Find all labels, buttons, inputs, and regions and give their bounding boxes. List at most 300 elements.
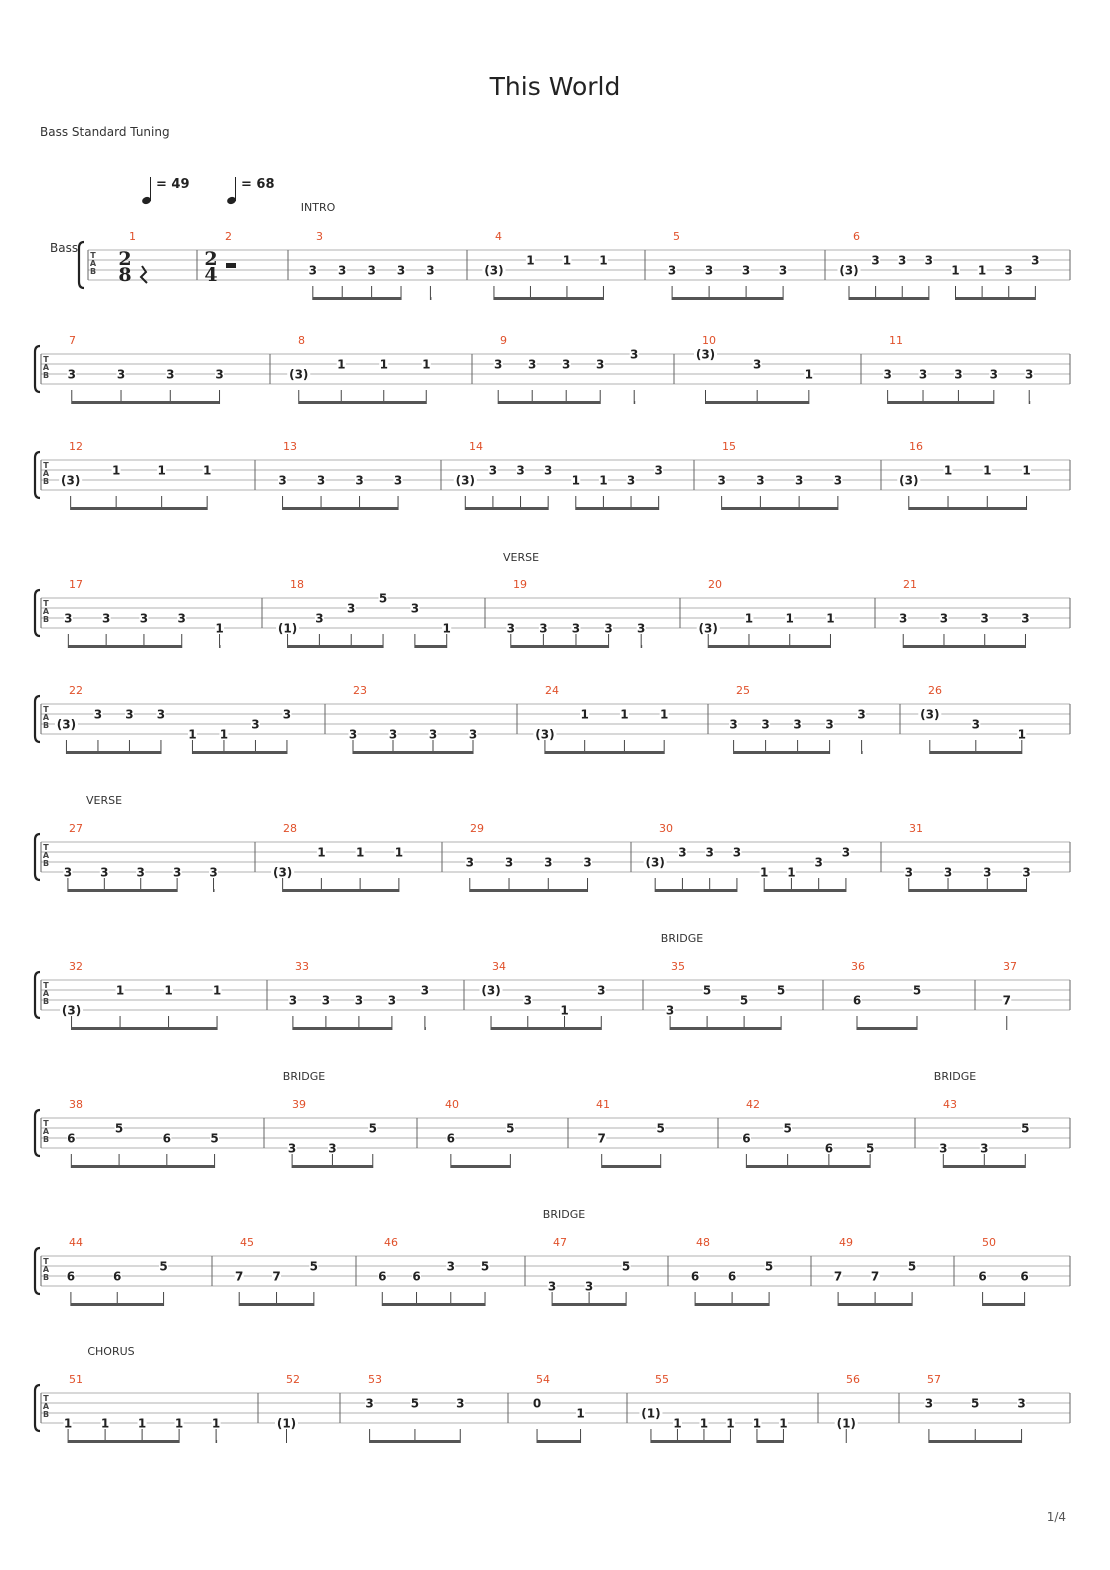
fret-number: 3 bbox=[287, 1141, 297, 1156]
measure-number: 55 bbox=[655, 1373, 669, 1386]
measure-number: 7 bbox=[69, 334, 76, 347]
fret-number: 3 bbox=[504, 855, 514, 870]
note-beam bbox=[66, 751, 161, 754]
tab-clef-letter: A bbox=[89, 259, 97, 268]
measure-number: 28 bbox=[283, 822, 297, 835]
system-bracket bbox=[35, 590, 40, 636]
fret-number: 3 bbox=[918, 367, 928, 382]
fret-number: 5 bbox=[739, 993, 749, 1008]
fret-number: 3 bbox=[980, 1141, 989, 1156]
note-beam bbox=[651, 1440, 731, 1443]
fret-number: 3 bbox=[989, 367, 998, 382]
fret-number: 5 bbox=[865, 1141, 875, 1156]
fret-number: 1 bbox=[673, 1416, 682, 1431]
note-beam bbox=[239, 1303, 314, 1306]
note-beam bbox=[498, 401, 600, 404]
system-bracket bbox=[35, 346, 40, 392]
measure-number: 13 bbox=[283, 440, 297, 453]
measure-number: 30 bbox=[659, 822, 673, 835]
fret-number: 3 bbox=[63, 865, 73, 880]
tab-clef-letter: T bbox=[43, 981, 49, 990]
measure-number: 10 bbox=[702, 334, 716, 347]
fret-number: 3 bbox=[794, 473, 804, 488]
fret-number: 3 bbox=[308, 263, 317, 278]
measure-number: 43 bbox=[943, 1098, 957, 1111]
fret-number: 1 bbox=[157, 463, 166, 478]
half-rest-icon bbox=[226, 263, 236, 268]
fret-number: 6 bbox=[113, 1269, 122, 1284]
fret-number: 1 bbox=[164, 983, 173, 998]
note-beam bbox=[983, 1303, 1025, 1306]
note-beam bbox=[634, 401, 635, 404]
measure-number: 22 bbox=[69, 684, 83, 697]
measure-number: 54 bbox=[536, 1373, 550, 1386]
fret-number: 3 bbox=[1031, 253, 1040, 268]
fret-number: 5 bbox=[378, 591, 388, 606]
tab-clef-letter: B bbox=[42, 1410, 50, 1419]
tab-clef-letter: T bbox=[43, 1394, 49, 1403]
fret-number: 1 bbox=[571, 473, 580, 488]
tab-clef-letter: A bbox=[42, 469, 50, 478]
note-beam bbox=[857, 1027, 917, 1030]
fret-number: 3 bbox=[139, 611, 149, 626]
measure-number: 23 bbox=[353, 684, 367, 697]
fret-number: 1 bbox=[977, 263, 987, 278]
fret-number: 3 bbox=[841, 845, 851, 860]
fret-number: 3 bbox=[100, 865, 109, 880]
note-beam bbox=[1029, 401, 1030, 404]
note-beam bbox=[465, 507, 548, 510]
system-bracket bbox=[35, 972, 40, 1018]
fret-number: 6 bbox=[690, 1269, 700, 1284]
fret-number: (3) bbox=[839, 263, 859, 278]
fret-number: 3 bbox=[64, 611, 73, 626]
fret-number: 1 bbox=[212, 983, 222, 998]
fret-number: 1 bbox=[826, 611, 835, 626]
measure-number: 12 bbox=[69, 440, 83, 453]
note-beam bbox=[72, 1027, 218, 1030]
fret-number: 3 bbox=[328, 1141, 337, 1156]
note-beam bbox=[757, 1440, 784, 1443]
fret-number: 3 bbox=[365, 1396, 374, 1411]
note-beam bbox=[708, 645, 830, 648]
fret-number: 3 bbox=[583, 855, 592, 870]
note-beam bbox=[706, 401, 809, 404]
fret-number: 3 bbox=[654, 463, 663, 478]
fret-number: 3 bbox=[971, 717, 980, 732]
note-beam bbox=[71, 1303, 164, 1306]
fret-number: 6 bbox=[378, 1269, 387, 1284]
fret-number: 1 bbox=[744, 611, 754, 626]
section-label: BRIDGE bbox=[933, 1070, 977, 1083]
fret-number: 3 bbox=[924, 253, 934, 268]
fret-number: 6 bbox=[978, 1269, 987, 1284]
measure-number: 57 bbox=[927, 1373, 941, 1386]
note-beam bbox=[838, 1303, 912, 1306]
note-beam bbox=[903, 645, 1025, 648]
fret-number: 3 bbox=[410, 601, 420, 616]
measure-number: 3 bbox=[316, 230, 323, 243]
measure-number: 50 bbox=[982, 1236, 996, 1249]
fret-number: 6 bbox=[824, 1141, 834, 1156]
measure-number: 9 bbox=[500, 334, 507, 347]
measure-number: 36 bbox=[851, 960, 865, 973]
tab-clef-letter: B bbox=[42, 1135, 50, 1144]
fret-number: 7 bbox=[235, 1269, 244, 1284]
note-beam bbox=[68, 1440, 179, 1443]
note-beam bbox=[293, 1027, 392, 1030]
note-beam bbox=[71, 1165, 214, 1168]
measure-number: 46 bbox=[384, 1236, 398, 1249]
fret-number: 3 bbox=[420, 983, 430, 998]
measure-number: 53 bbox=[368, 1373, 382, 1386]
fret-number: 3 bbox=[393, 473, 403, 488]
note-beam bbox=[722, 507, 838, 510]
fret-number: 3 bbox=[626, 473, 636, 488]
fret-number: 3 bbox=[732, 845, 742, 860]
tab-clef-letter: T bbox=[43, 355, 49, 364]
note-beam bbox=[68, 889, 177, 892]
fret-number: (1) bbox=[836, 1416, 856, 1431]
fret-number: 3 bbox=[833, 473, 843, 488]
measure-number: 31 bbox=[909, 822, 923, 835]
note-beam bbox=[451, 1165, 511, 1168]
note-beam bbox=[909, 507, 1027, 510]
fret-number: 1 bbox=[337, 357, 346, 372]
fret-number: 3 bbox=[571, 621, 581, 636]
fret-number: 3 bbox=[543, 463, 553, 478]
fret-number: 1 bbox=[576, 1406, 585, 1421]
measure-number: 51 bbox=[69, 1373, 83, 1386]
tab-clef-letter: T bbox=[43, 843, 49, 852]
fret-number: 1 bbox=[1022, 463, 1031, 478]
tab-clef-letter: B bbox=[42, 477, 50, 486]
note-beam bbox=[288, 645, 384, 648]
system-bracket bbox=[35, 1248, 40, 1294]
measure-number: 47 bbox=[553, 1236, 567, 1249]
fret-number: 3 bbox=[547, 1279, 557, 1294]
fret-number: 5 bbox=[776, 983, 786, 998]
fret-number: 1 bbox=[100, 1416, 110, 1431]
note-beam bbox=[672, 297, 783, 300]
song-title: This World bbox=[489, 72, 621, 101]
section-label: BRIDGE bbox=[282, 1070, 326, 1083]
fret-number: 5 bbox=[159, 1259, 168, 1274]
fret-number: 1 bbox=[174, 1416, 184, 1431]
fret-number: 1 bbox=[526, 253, 535, 268]
fret-number: 3 bbox=[717, 473, 726, 488]
fret-number: 3 bbox=[426, 263, 435, 278]
fret-number: 5 bbox=[764, 1259, 774, 1274]
measure-number: 17 bbox=[69, 578, 83, 591]
fret-number: 1 bbox=[115, 983, 125, 998]
fret-number: 3 bbox=[516, 463, 525, 478]
fret-number: 3 bbox=[871, 253, 880, 268]
measure-number: 27 bbox=[69, 822, 83, 835]
fret-number: 1 bbox=[211, 1416, 221, 1431]
measure-number: 29 bbox=[470, 822, 484, 835]
measure-number: 16 bbox=[909, 440, 923, 453]
note-beam bbox=[283, 507, 399, 510]
fret-number: 3 bbox=[904, 865, 913, 880]
fret-number: 3 bbox=[209, 865, 218, 880]
fret-number: 1 bbox=[394, 845, 404, 860]
note-beam bbox=[695, 1303, 769, 1306]
note-beam bbox=[888, 401, 994, 404]
fret-number: 1 bbox=[804, 367, 814, 382]
fret-number: 6 bbox=[412, 1269, 421, 1284]
note-beam bbox=[214, 889, 215, 892]
fret-number: 1 bbox=[943, 463, 953, 478]
fret-number: (3) bbox=[899, 473, 919, 488]
measure-number: 19 bbox=[513, 578, 527, 591]
note-beam bbox=[382, 1303, 485, 1306]
note-beam bbox=[425, 1027, 426, 1030]
fret-number: 1 bbox=[1017, 727, 1026, 742]
fret-number: 1 bbox=[951, 263, 960, 278]
fret-number: 5 bbox=[480, 1259, 490, 1274]
fret-number: 1 bbox=[355, 845, 365, 860]
tab-clef-letter: B bbox=[42, 371, 50, 380]
fret-number: 1 bbox=[188, 727, 197, 742]
fret-number: 3 bbox=[396, 263, 406, 278]
fret-number: 1 bbox=[379, 357, 388, 372]
note-beam bbox=[216, 1440, 217, 1443]
fret-number: 3 bbox=[539, 621, 548, 636]
measure-number: 35 bbox=[671, 960, 685, 973]
fret-number: 3 bbox=[456, 1396, 465, 1411]
fret-number: 5 bbox=[783, 1121, 792, 1136]
fret-number: 3 bbox=[468, 727, 478, 742]
tab-clef-letter: B bbox=[89, 267, 97, 276]
note-beam bbox=[930, 751, 1022, 754]
fret-number: 3 bbox=[793, 717, 802, 732]
fret-number: (3) bbox=[535, 727, 555, 742]
fret-number: 3 bbox=[665, 1003, 675, 1018]
fret-number: 1 bbox=[137, 1416, 147, 1431]
measure-number: 56 bbox=[846, 1373, 860, 1386]
fret-number: 3 bbox=[523, 993, 532, 1008]
fret-number: 3 bbox=[705, 845, 714, 860]
fret-number: 3 bbox=[597, 983, 606, 998]
note-beam bbox=[641, 645, 642, 648]
fret-number: 3 bbox=[943, 865, 953, 880]
time-signature-top: 2 bbox=[118, 248, 132, 270]
measure-number: 38 bbox=[69, 1098, 83, 1111]
measure-number: 48 bbox=[696, 1236, 710, 1249]
measure-number: 24 bbox=[545, 684, 559, 697]
measure-number: 42 bbox=[746, 1098, 760, 1111]
measure-number: 4 bbox=[495, 230, 502, 243]
fret-number: 3 bbox=[1004, 263, 1013, 278]
tab-clef-letter: T bbox=[43, 1257, 49, 1266]
time-signature-top: 2 bbox=[204, 248, 218, 270]
fret-number: (3) bbox=[481, 983, 501, 998]
fret-number: 3 bbox=[347, 601, 356, 616]
measure-number: 20 bbox=[708, 578, 722, 591]
note-beam bbox=[313, 297, 401, 300]
note-beam bbox=[370, 1440, 461, 1443]
measure-number: 45 bbox=[240, 1236, 254, 1249]
measure-number: 52 bbox=[286, 1373, 300, 1386]
note-beam bbox=[862, 751, 863, 754]
fret-number: 3 bbox=[898, 253, 907, 268]
fret-number: 3 bbox=[428, 727, 438, 742]
note-beam bbox=[72, 401, 220, 404]
measure-number: 37 bbox=[1003, 960, 1017, 973]
system-bracket bbox=[35, 452, 40, 498]
fret-number: 3 bbox=[1025, 367, 1034, 382]
measure-number: 5 bbox=[673, 230, 680, 243]
fret-number: 3 bbox=[494, 357, 503, 372]
fret-number: 3 bbox=[667, 263, 677, 278]
note-beam bbox=[764, 889, 846, 892]
fret-number: 1 bbox=[659, 707, 669, 722]
time-signature-bottom: 4 bbox=[204, 264, 218, 286]
fret-number: 3 bbox=[348, 727, 358, 742]
fret-number: 1 bbox=[759, 865, 769, 880]
fret-number: 3 bbox=[528, 357, 537, 372]
instrument-label: Bass bbox=[50, 241, 79, 255]
time-signature-bottom: 8 bbox=[118, 264, 132, 286]
note-beam bbox=[470, 889, 588, 892]
measure-number: 8 bbox=[298, 334, 305, 347]
fret-number: 3 bbox=[1022, 865, 1031, 880]
fret-number: 3 bbox=[544, 855, 553, 870]
fret-number: 1 bbox=[215, 621, 224, 636]
fret-number: (3) bbox=[56, 717, 77, 732]
fret-number: 1 bbox=[726, 1416, 735, 1431]
fret-number: 3 bbox=[825, 717, 834, 732]
measure-number: 49 bbox=[839, 1236, 853, 1249]
fret-number: 1 bbox=[785, 611, 794, 626]
fret-number: 7 bbox=[870, 1269, 880, 1284]
fret-number: 3 bbox=[584, 1279, 594, 1294]
fret-number: 3 bbox=[446, 1259, 455, 1274]
fret-number: 5 bbox=[912, 983, 922, 998]
fret-number: 1 bbox=[111, 463, 121, 478]
fret-number: 3 bbox=[136, 865, 145, 880]
fret-number: 3 bbox=[741, 263, 751, 278]
section-label: BRIDGE bbox=[542, 1208, 586, 1221]
measure-number: 26 bbox=[928, 684, 942, 697]
fret-number: 1 bbox=[317, 845, 326, 860]
fret-number: (3) bbox=[698, 621, 718, 636]
fret-number: 1 bbox=[983, 463, 992, 478]
fret-number: 7 bbox=[597, 1131, 606, 1146]
note-beam bbox=[68, 645, 181, 648]
tab-clef-letter: A bbox=[42, 989, 50, 998]
fret-number: 3 bbox=[924, 1396, 934, 1411]
fret-number: 3 bbox=[288, 993, 298, 1008]
note-beam bbox=[552, 1303, 626, 1306]
fret-number: 5 bbox=[702, 983, 712, 998]
note-beam bbox=[955, 297, 1035, 300]
fret-number: 6 bbox=[66, 1269, 76, 1284]
note-beam bbox=[491, 1027, 601, 1030]
fret-number: 3 bbox=[338, 263, 347, 278]
fret-number: (1) bbox=[641, 1406, 661, 1421]
tab-clef-letter: B bbox=[42, 615, 50, 624]
fret-number: 3 bbox=[604, 621, 613, 636]
system-bracket bbox=[35, 1385, 40, 1431]
note-beam bbox=[909, 889, 1027, 892]
section-label: BRIDGE bbox=[660, 932, 704, 945]
fret-number: 3 bbox=[166, 367, 175, 382]
note-beam bbox=[71, 507, 208, 510]
fret-number: 5 bbox=[368, 1121, 377, 1136]
note-beam bbox=[943, 1165, 1025, 1168]
fret-number: (3) bbox=[484, 263, 504, 278]
fret-number: 3 bbox=[983, 865, 992, 880]
fret-number: 3 bbox=[101, 611, 111, 626]
note-beam bbox=[511, 645, 609, 648]
fret-number: 1 bbox=[202, 463, 212, 478]
tab-clef-letter: B bbox=[42, 1273, 50, 1282]
fret-number: 3 bbox=[67, 367, 76, 382]
fret-number: 1 bbox=[562, 253, 572, 268]
fret-number: 6 bbox=[446, 1131, 456, 1146]
fret-number: 5 bbox=[309, 1259, 319, 1274]
fret-number: 6 bbox=[742, 1131, 751, 1146]
system-bracket bbox=[35, 1110, 40, 1156]
system-bracket bbox=[35, 696, 40, 742]
fret-number: (1) bbox=[277, 621, 298, 636]
fret-number: 3 bbox=[355, 473, 364, 488]
fret-number: 3 bbox=[465, 855, 474, 870]
fret-number: 5 bbox=[114, 1121, 124, 1136]
fret-number: 5 bbox=[506, 1121, 515, 1136]
fret-number: 6 bbox=[727, 1269, 737, 1284]
fret-number: 1 bbox=[699, 1416, 709, 1431]
fret-number: 5 bbox=[410, 1396, 420, 1411]
fret-number: 3 bbox=[282, 707, 292, 722]
fret-number: 3 bbox=[116, 367, 126, 382]
tab-clef-letter: B bbox=[42, 859, 50, 868]
fret-number: 3 bbox=[388, 727, 398, 742]
fret-number: 3 bbox=[125, 707, 134, 722]
quarter-rest-icon bbox=[141, 266, 147, 283]
fret-number: 3 bbox=[177, 611, 186, 626]
tab-clef-letter: A bbox=[42, 1127, 50, 1136]
fret-number: (3) bbox=[645, 855, 665, 870]
fret-number: 3 bbox=[1017, 1396, 1026, 1411]
fret-number: 1 bbox=[560, 1003, 569, 1018]
fret-number: 5 bbox=[907, 1259, 917, 1274]
tab-clef-letter: B bbox=[42, 997, 50, 1006]
note-beam bbox=[283, 889, 399, 892]
fret-number: 3 bbox=[506, 621, 515, 636]
fret-number: 3 bbox=[488, 463, 498, 478]
fret-number: (1) bbox=[276, 1416, 297, 1431]
fret-number: 3 bbox=[752, 357, 762, 372]
note-beam bbox=[299, 401, 427, 404]
fret-number: (3) bbox=[455, 473, 475, 488]
measure-number: 41 bbox=[596, 1098, 610, 1111]
fret-number: 3 bbox=[367, 263, 376, 278]
fret-number: 6 bbox=[1020, 1269, 1029, 1284]
fret-number: 3 bbox=[387, 993, 397, 1008]
fret-number: 5 bbox=[621, 1259, 631, 1274]
fret-number: 3 bbox=[630, 347, 639, 362]
tab-clef-letter: A bbox=[42, 607, 50, 616]
section-label: VERSE bbox=[85, 794, 123, 807]
fret-number: 3 bbox=[156, 707, 166, 722]
tab-clef-letter: T bbox=[43, 599, 49, 608]
note-beam bbox=[545, 751, 664, 754]
tab-clef-letter: A bbox=[42, 1265, 50, 1274]
note-beam bbox=[746, 1165, 870, 1168]
